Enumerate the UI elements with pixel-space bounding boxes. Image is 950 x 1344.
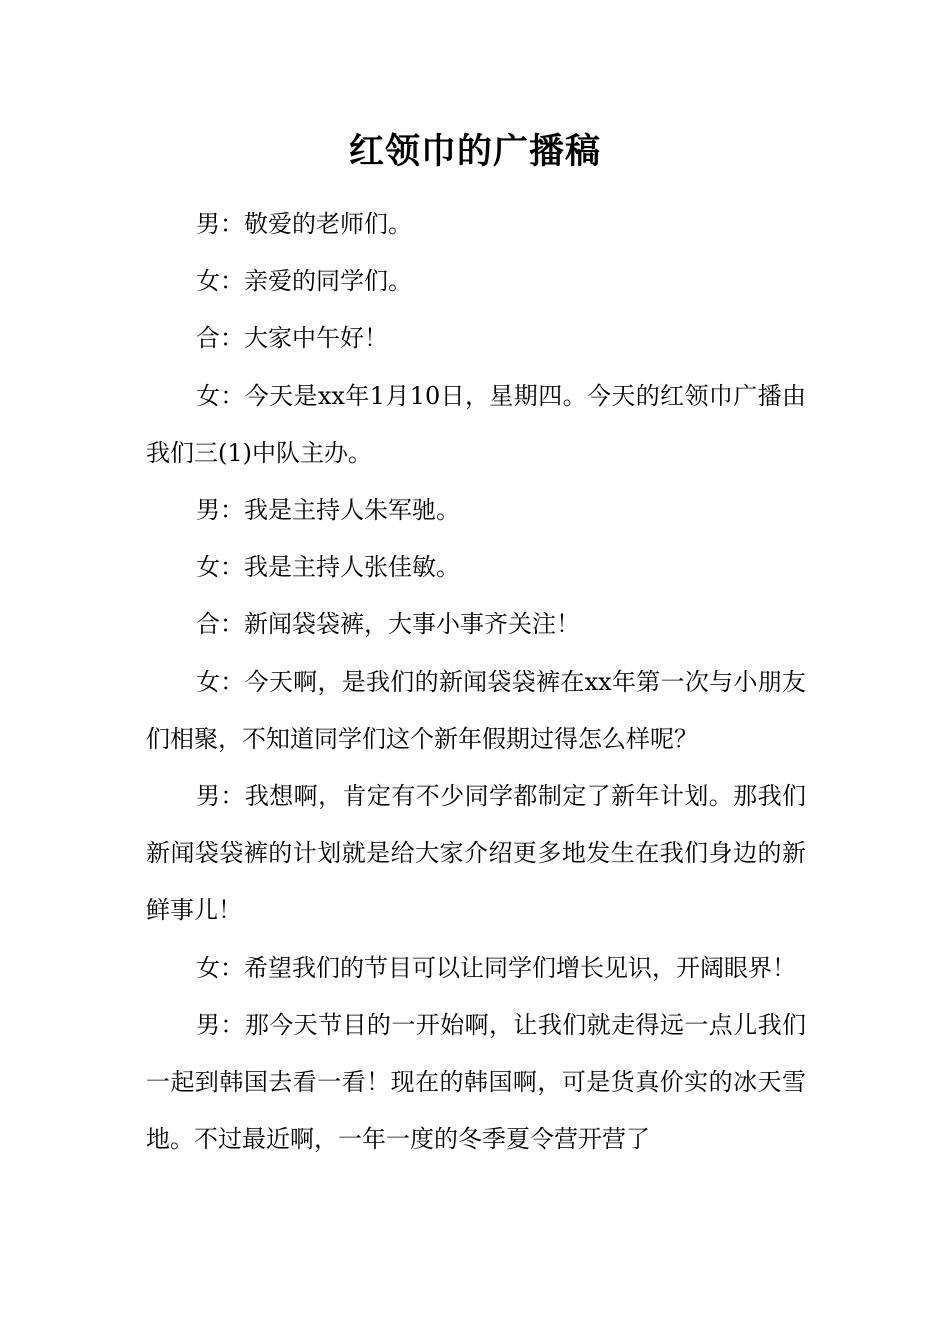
- paragraph: 女：我是主持人张佳敏。: [196, 553, 460, 582]
- paragraph: 男：那今天节目的一开始啊，让我们就走得远一点儿我们一起到韩国去看一看！现在的韩国啊，可是货真价实的冰天雪地。不过最近啊，一年一度的冬季夏令营开营了: [146, 1010, 806, 1154]
- paragraph: 女：亲爱的同学们。: [196, 267, 412, 296]
- paragraph: 合：新闻袋袋裤，大事小事齐关注！: [196, 610, 580, 639]
- paragraph: 合：大家中午好！: [196, 324, 388, 353]
- paragraph: 男：我是主持人朱军驰。: [196, 496, 460, 525]
- paragraph: 女：今天是xx年1月10日，星期四。今天的红领巾广播由我们三(1)中队主办。: [146, 381, 806, 467]
- paragraph: 男：我想啊，肯定有不少同学都制定了新年计划。那我们新闻袋袋裤的计划就是给大家介绍更多地发生在我们身边的新鲜事儿！: [146, 782, 806, 925]
- paragraph: 女：今天啊，是我们的新闻袋袋裤在xx年第一次与小朋友们相聚，不知道同学们这个新年假期过得怎么样呢？: [146, 667, 806, 753]
- paragraph: 男：敬爱的老师们。: [196, 210, 412, 238]
- document-body: [146, 196, 806, 1168]
- paragraph: 女：希望我们的节目可以让同学们增长见识，开阔眼界！: [196, 953, 796, 982]
- document-title: 红领巾的广播稿: [348, 131, 601, 172]
